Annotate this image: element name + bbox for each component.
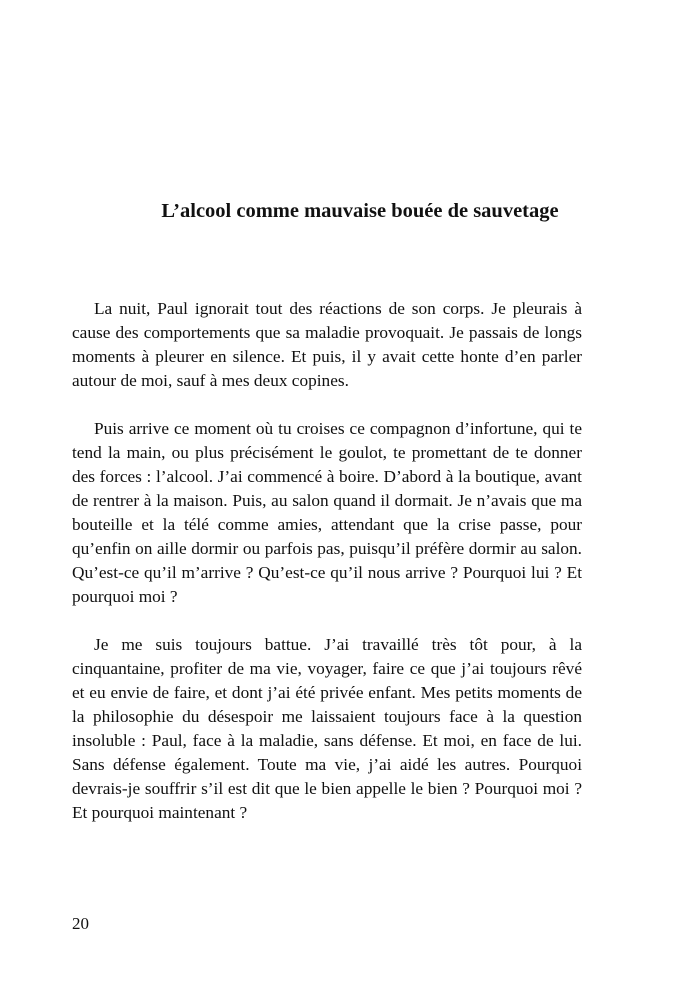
paragraph: Puis arrive ce moment où tu croises ce compagnon d’infortune, qui te tend la main, ou plus précisément le goulot, te promettant de te donner des forces : l’alcool. J’ai commencé à boire. D’abord à la boutique, avant de rentrer à la maison. Puis, au salon quand il dormait. Je n’avais que ma bouteille et la télé comme amies, attendant que la crise passe, pour qu’enfin on aille dormir ou parfois pas, puisqu’il préfère dormir au salon. Qu’est-ce qu’il m’arrive ? Qu’est-ce qu’il nous arrive ? Pourquoi lui ? Et pourquoi moi ? xyxy=(72,419,582,606)
paragraph: Je me suis toujours battue. J’ai travaillé très tôt pour, à la cinquantaine, profiter de ma vie, voyager, faire ce que j’ai toujours rêvé et eu envie de faire, et dont j’ai été privée enfant. Mes petits moments de la philosophie du désespoir me laissaient toujours face à la question insoluble : Paul, face à la maladie, sans défense. Et moi, en face de lui. Sans défense également. Toute ma vie, j’ai aidé les autres. Pourquoi devrais-je souffrir s’il est dit que le bien appelle le bien ? Pourquoi moi ? Et pourquoi maintenant ? xyxy=(72,635,582,822)
body-text xyxy=(72,297,582,849)
page-number: 20 xyxy=(72,914,89,933)
paragraph: La nuit, Paul ignorait tout des réactions de son corps. Je pleurais à cause des comportements que sa maladie provoquait. Je passais de longs moments à pleurer en silence. Et puis, il y avait cette honte d’en parler autour de moi, sauf à mes deux copines. xyxy=(72,299,582,390)
chapter-title: L’alcool comme mauvaise bouée de sauvetage xyxy=(161,200,559,222)
